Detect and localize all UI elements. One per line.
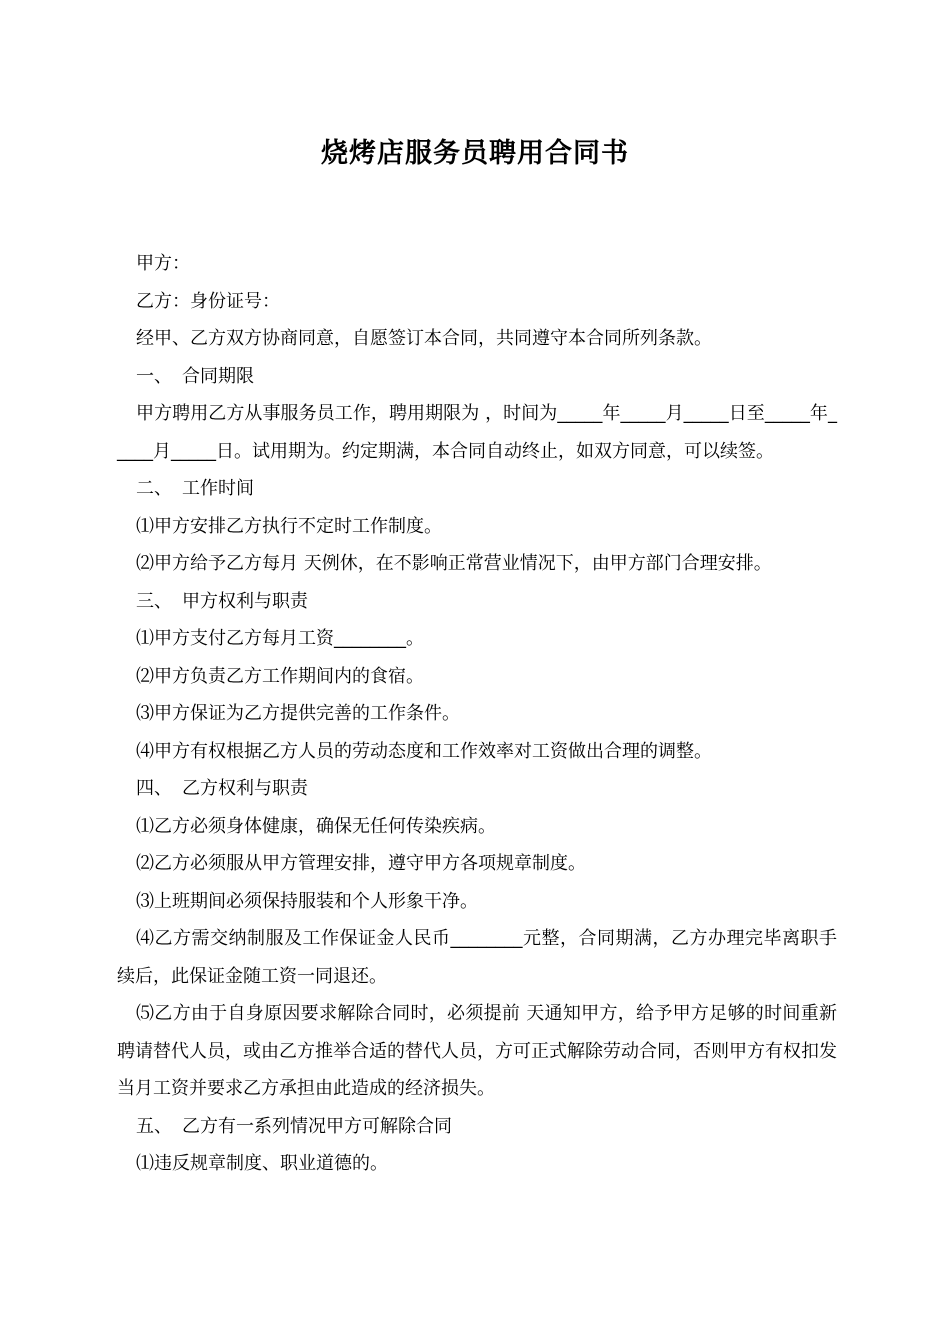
section-paragraph: ⑴乙方必须身体健康，确保无任何传染疾病。 — [136, 815, 496, 837]
section-paragraph: ⑴甲方支付乙方每月工资________。 — [136, 628, 424, 649]
section-heading — [117, 358, 837, 396]
section-heading-text: 工作时间 — [182, 478, 254, 499]
intro-paragraph: 经甲、乙方双方协商同意，自愿签订本合同，共同遵守本合同所列条款。 — [136, 328, 712, 349]
party-b-line: 乙方：身份证号： — [136, 290, 280, 312]
section-paragraph: ⑶上班期间必须保持服装和个人形象干净。 — [136, 890, 478, 912]
section-heading-text: 合同期限 — [182, 365, 254, 387]
section-paragraph: 甲方聘用乙方从事服务员工作，聘用期限为 ，时间为_____年_____月_____日至_____年_____月_____日。试用期为。约定期满，本合同自动终止，如双方同意，可以续签。 — [117, 403, 837, 462]
section-number: 一、 — [136, 365, 172, 387]
section-number: 三、 — [136, 590, 172, 612]
section-paragraph: ⑵甲方给予乙方每月 天例休，在不影响正常营业情况下，由甲方部门合理安排。 — [136, 553, 772, 574]
section-paragraph: ⑶甲方保证为乙方提供完善的工作条件。 — [136, 703, 460, 724]
section-paragraph: ⑷乙方需交纳制服及工作保证金人民币________元整，合同期满，乙方办理完毕离职手续后，此保证金随工资一同退还。 — [117, 928, 837, 987]
section-paragraph: ⑴甲方安排乙方执行不定时工作制度。 — [136, 515, 442, 537]
document-body — [117, 245, 837, 1183]
section-paragraph: ⑴违反规章制度、职业道德的。 — [136, 1153, 388, 1174]
section-heading-text: 甲方权利与职责 — [182, 590, 308, 612]
section-number: 二、 — [136, 478, 172, 499]
document-title: 烧烤店服务员聘用合同书 — [321, 138, 629, 169]
section-heading — [117, 583, 837, 621]
section-number: 五、 — [136, 1115, 172, 1137]
section-heading-text: 乙方有一系列情况甲方可解除合同 — [182, 1115, 452, 1137]
section-heading-text: 乙方权利与职责 — [182, 778, 308, 799]
section-number: 四、 — [136, 778, 172, 799]
section-heading — [117, 1108, 837, 1146]
section-paragraph: ⑵乙方必须服从甲方管理安排，遵守甲方各项规章制度。 — [136, 853, 586, 874]
section-heading — [117, 470, 837, 508]
section-heading — [117, 770, 837, 808]
section-paragraph: ⑵甲方负责乙方工作期间内的食宿。 — [136, 665, 424, 687]
section-paragraph: ⑷甲方有权根据乙方人员的劳动态度和工作效率对工资做出合理的调整。 — [136, 740, 712, 762]
section-paragraph: ⑸乙方由于自身原因要求解除合同时，必须提前 天通知甲方，给予甲方足够的时间重新聘请替代人员，或由乙方推举合适的替代人员，方可正式解除劳动合同，否则甲方有权扣发当月工资并要求乙方承担由此造成的经济损失。 — [117, 1003, 837, 1099]
party-a-line: 甲方： — [136, 253, 190, 274]
